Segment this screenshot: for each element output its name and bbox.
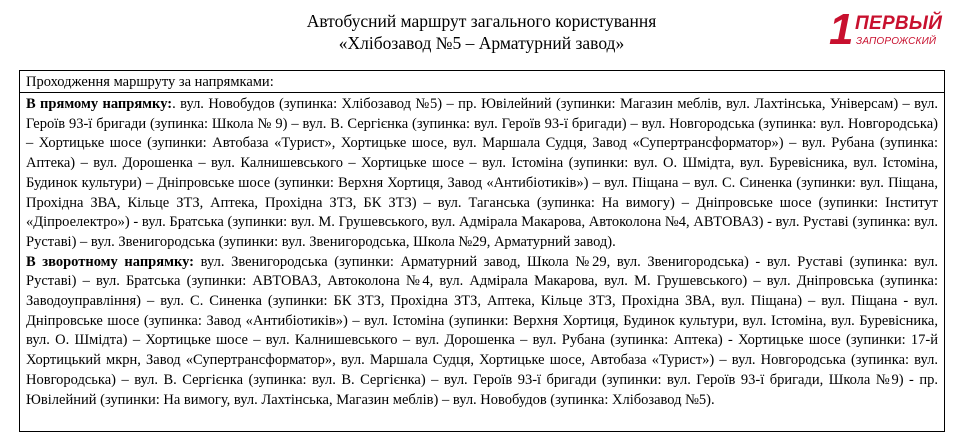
logo-number: 1 bbox=[829, 5, 854, 54]
reverse-direction-paragraph bbox=[26, 253, 938, 411]
table-body bbox=[20, 93, 944, 410]
reverse-direction-text: вул. Звенигородська (зупинки: Арматурний завод, Школа №29, вул. Звенигородська) - вул. Руставі (зупинка: вул. Руставі) – вул. Братська (зупинки: АВТОВАЗ, Автоколона №4, вул. Адмірала Макарова, вул. М. Грушевського) – вул. Дніпровська (зупинка: Заводоуправління) – вул. С. Синенка (зупинки: БК ЗТЗ, Прохідна ЗТЗ, Аптека, Кільце ЗТЗ, Прохідна ЗВА, вул. Піщана) – вул. Піщана - вул. Дніпровське шосе (зупинка: Завод «Антибіотиків») – вул. Істоміна (зупинки: Верхня Хортиця, Будинок культури, вул. Істоміна, вул. Буревісника, вул. О. Шмідта) – Хортицьке шосе – вул. Калнишевського – вул. Дорошенка – вул. Рубана (зупинка: Аптека) - Хортицьке шосе (зупинки: 17-й Хортицький мкрн, Завод «Супертрансформатор», вул. Маршала Судця, Хортицьке шосе, Автобаза «Турист») – вул. Новгородська (зупинка: вул. Новгородська) – вул. В. Сергієнка (зупинка: вул. В. Сергієнка) – вул. Героїв 93-ї бригади (зупинки: вул. Героїв 93-ї бригади, Школа №9) - пр. Ювілейний (зупинки: На вимогу, вул. Лахтінська, Магазин меблів) – вул. Новобудов (зупинка: Хлібозавод №5). bbox=[26, 253, 938, 408]
forward-direction-label: В прямому напрямку: bbox=[26, 96, 173, 112]
document-title bbox=[0, 5, 963, 54]
title-line-1: Автобусний маршрут загального користування bbox=[306, 11, 657, 31]
first-zaporozhskiy-logo bbox=[827, 5, 955, 54]
logo-subtitle: ЗАПОРОЖСКИЙ bbox=[856, 36, 937, 47]
route-table bbox=[19, 70, 945, 432]
forward-direction-paragraph bbox=[26, 95, 938, 253]
reverse-direction-label: В зворотному напрямку: bbox=[26, 253, 195, 270]
forward-direction-text: . вул. Новобудов (зупинка: Хлібозавод №5) – пр. Ювілейний (зупинки: Магазин меблів, вул. Лахтінська, Універсам) – вул. Героїв 93-ї бригади (зупинка: Школа № 9) – вул. В. Сергієнка (зупинка: вул. Героїв 93-ї бригади) – вул. Новгородська (зупинка: вул. Новгородська) – Хортицьке шосе (зупинки: Автобаза «Турист», Хортицьке шосе, вул. Маршала Судця, Завод «Супертрансформатор») – вул. Рубана (зупинка: Аптека) – вул. Дорошенка – вул. Калнишевського – Хортицьке шосе – вул. Істоміна (зупинки: вул. О. Шмідта, вул. Буревісника, вул. Істоміна, Будинок культури) – Дніпровське шосе (зупинки: Верхня Хортиця, Завод «Антибіотиків») – вул. Піщана – вул. С. Синенка (зупинки: вул. Піщана, Прохідна ЗВА, Кільце ЗТЗ, Аптека, Прохідна ЗТЗ, БК ЗТЗ) – вул. Таганська (зупинка: На вимогу) – Дніпровське шосе (зупинки: Інститут «Діпроелектро») - вул. Братська (зупинки: вул. М. Грушевського, вул. Адмірала Макарова, Автоколона №4, АВТОВАЗ) - вул. Руставі (зупинка: вул. Руставі) – вул. Звенигородська (зупинки: вул. Звенигородська, Школа №29, Арматурний завод). bbox=[26, 96, 939, 250]
table-header: Проходження маршруту за напрямками: bbox=[20, 71, 944, 93]
logo-word: ПЕРВЫЙ bbox=[855, 13, 943, 34]
title-line-2: «Хлібозавод №5 – Арматурний завод» bbox=[338, 33, 625, 53]
